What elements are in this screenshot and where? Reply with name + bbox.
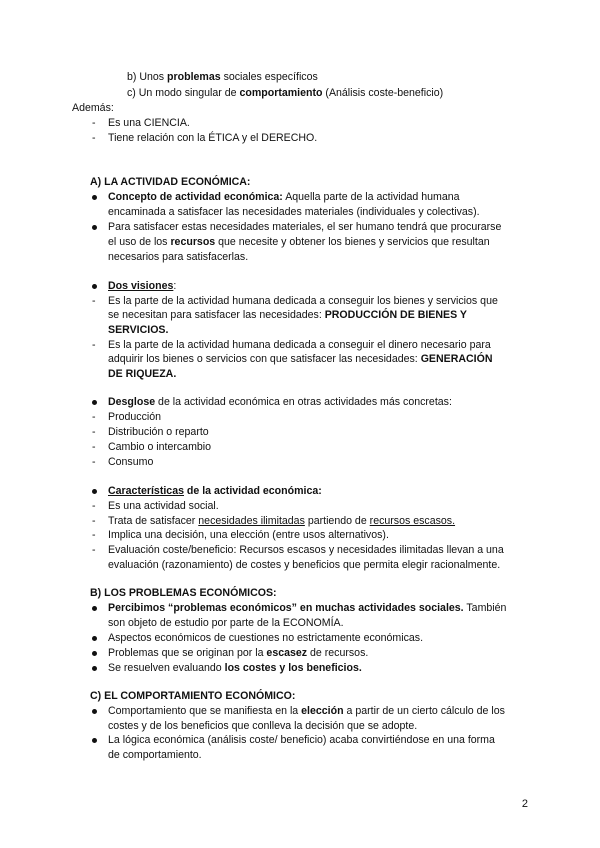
escasez-line: Problemas que se originan por la escasez de recursos. [108,647,369,659]
page-number: 2 [521,798,528,810]
desglose-item: - Distribución o reparto [108,425,209,440]
caracteristica-item: - Trata de satisfacer necesidades ilimitadas partiendo de recursos escasos. [108,514,455,529]
bullet-icon [92,606,97,611]
intro-dash-1: - Es una CIENCIA. [108,116,190,131]
comportamiento-line-1: Comportamiento que se manifiesta en la elección a partir de un cierto cálculo de los [108,705,505,717]
caracteristicas-heading: Características de la actividad económica: [108,485,322,497]
desglose-item: - Consumo [108,455,153,470]
vision-2-line-3: DE RIQUEZA. [108,368,177,380]
logica-line-2: de comportamiento. [108,749,202,761]
section-c-heading: C) EL COMPORTAMIENTO ECONÓMICO: [90,690,296,702]
concepto-line-1: Concepto de actividad económica: Aquella parte de la actividad humana [108,191,460,203]
desglose-item: - Cambio o intercambio [108,440,211,455]
problemas-line-2: son objeto de estudio por parte de la ECONOMÍA. [108,617,344,629]
section-b-heading: B) LOS PROBLEMAS ECONÓMICOS: [90,587,277,599]
intro-item-c: c) Un modo singular de comportamiento (Análisis coste-beneficio) [127,87,444,99]
bullet-icon [92,636,97,641]
bullet-icon [92,709,97,714]
satisfacer-line-2: el uso de los recursos que necesite y obtener los bienes y servicios que resultan [108,236,490,248]
section-a-heading: A) LA ACTIVIDAD ECONÓMICA: [90,176,251,188]
vision-2-line-1: - Es la parte de la actividad humana dedicada a conseguir el dinero necesario para [108,338,491,353]
bullet-icon [92,400,97,405]
caracteristica-item: - Evaluación coste/beneficio: Recursos escasos y necesidades ilimitadas llevan a una [108,543,504,558]
comportamiento-line-2: costes y de los beneficios que conlleva la decisión que se adopte. [108,720,418,732]
bullet-icon [92,195,97,200]
costes-line: Se resuelven evaluando los costes y los beneficios. [108,662,362,674]
desglose-line: Desglose de la actividad económica en otras actividades más concretas: [108,396,452,408]
caracteristica-item-cont: evaluación (razonamiento) de costes y beneficios que permita elegir racionalmente. [108,559,501,571]
intro-item-b: b) Unos problemas sociales específicos [127,71,318,83]
bullet-icon [92,225,97,230]
problemas-line-1: Percibimos “problemas económicos” en muchas actividades sociales. También [108,602,507,614]
intro-dash-2: - Tiene relación con la ÉTICA y el DERECHO. [108,131,317,146]
bullet-icon [92,666,97,671]
bullet-icon [92,651,97,656]
aspectos-line: Aspectos económicos de cuestiones no estrictamente económicas. [108,632,424,644]
concepto-line-2: encaminada a satisfacer las necesidades materiales (individuales y colectivas). [108,206,480,218]
logica-line-1: La lógica económica (análisis coste/ beneficio) acaba convirtiéndose en una forma [108,734,495,746]
satisfacer-line-1: Para satisfacer estas necesidades materiales, el ser humano tendrá que procurarse [108,221,502,233]
vision-2-line-2: adquirir los bienes o servicios con que satisfacer las necesidades: GENERACIÓN [108,353,493,365]
bullet-icon [92,489,97,494]
bullet-icon [92,738,97,743]
bullet-icon [92,284,97,289]
caracteristica-item: - Implica una decisión, una elección (entre usos alternativos). [108,528,389,543]
caracteristica-item: - Es una actividad social. [108,499,219,514]
dos-visiones-heading: Dos visiones: [108,280,177,292]
vision-1-line-3: SERVICIOS. [108,324,169,336]
vision-1-line-1: - Es la parte de la actividad humana dedicada a conseguir los bienes y servicios que [108,294,498,309]
vision-1-line-2: se necesitan para satisfacer las necesidades: PRODUCCIÓN DE BIENES Y [108,309,467,321]
desglose-item: - Producción [108,410,161,425]
ademas-label: Además: [72,102,114,114]
satisfacer-line-3: necesarios para satisfacerlas. [108,251,249,263]
